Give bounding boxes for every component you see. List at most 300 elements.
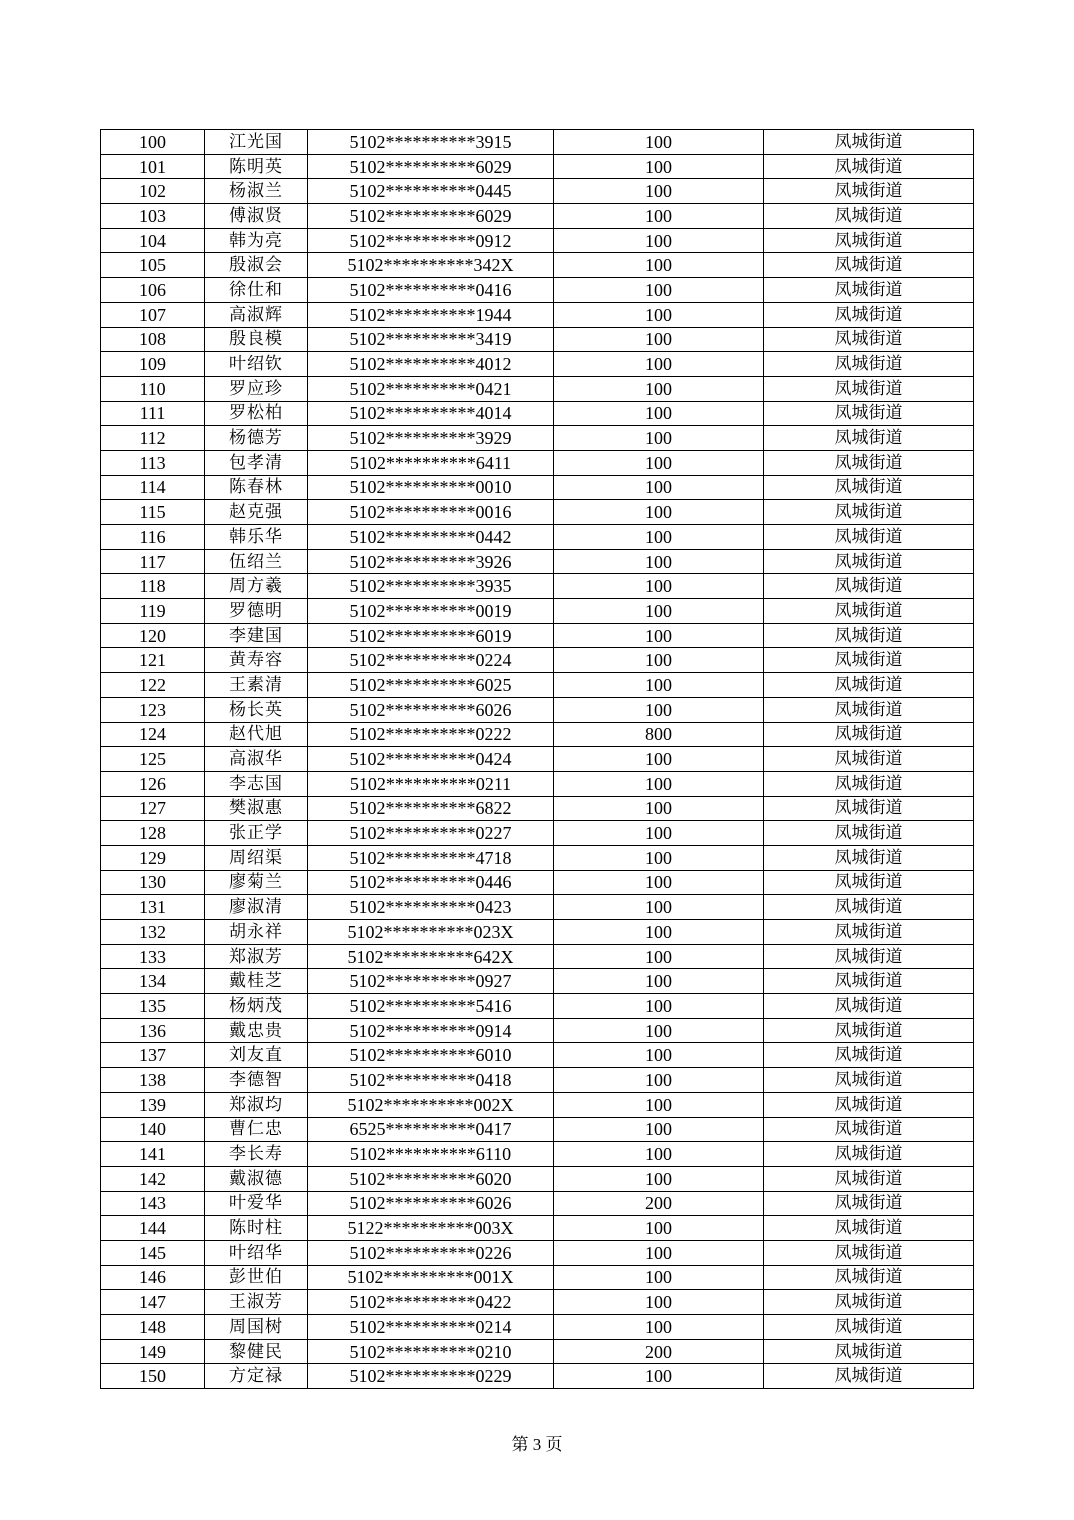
person-name-cell: 韩乐华: [205, 525, 308, 550]
serial-number-cell: 126: [101, 771, 205, 796]
table-row: [101, 1117, 974, 1142]
table-row: [101, 228, 974, 253]
table-row: [101, 1216, 974, 1241]
amount-cell: 100: [554, 1216, 764, 1241]
id-number-cell: 5102**********0010: [308, 475, 554, 500]
person-name-cell: 徐仕和: [205, 278, 308, 303]
table-row: [101, 1018, 974, 1043]
serial-number-cell: 122: [101, 673, 205, 698]
table-row: [101, 623, 974, 648]
street-cell: 凤城街道: [764, 722, 974, 747]
table-row: [101, 1191, 974, 1216]
person-name-cell: 陈春林: [205, 475, 308, 500]
street-cell: 凤城街道: [764, 253, 974, 278]
serial-number-cell: 107: [101, 302, 205, 327]
id-number-cell: 5102**********6026: [308, 1191, 554, 1216]
serial-number-cell: 112: [101, 426, 205, 451]
person-name-cell: 高淑辉: [205, 302, 308, 327]
person-name-cell: 杨炳茂: [205, 994, 308, 1019]
serial-number-cell: 123: [101, 697, 205, 722]
amount-cell: 100: [554, 204, 764, 229]
table-row: [101, 1142, 974, 1167]
id-number-cell: 6525**********0417: [308, 1117, 554, 1142]
street-cell: 凤城街道: [764, 352, 974, 377]
amount-cell: 200: [554, 1191, 764, 1216]
street-cell: 凤城街道: [764, 648, 974, 673]
id-number-cell: 5102**********0445: [308, 179, 554, 204]
amount-cell: 100: [554, 228, 764, 253]
person-name-cell: 罗松柏: [205, 401, 308, 426]
amount-cell: 100: [554, 179, 764, 204]
id-number-cell: 5102**********4012: [308, 352, 554, 377]
person-name-cell: 李建国: [205, 623, 308, 648]
id-number-cell: 5102**********0418: [308, 1068, 554, 1093]
street-cell: 凤城街道: [764, 1240, 974, 1265]
street-cell: 凤城街道: [764, 747, 974, 772]
table-row: [101, 771, 974, 796]
serial-number-cell: 149: [101, 1339, 205, 1364]
amount-cell: 100: [554, 450, 764, 475]
id-number-cell: 5102**********342X: [308, 253, 554, 278]
street-cell: 凤城街道: [764, 1018, 974, 1043]
id-number-cell: 5102**********0214: [308, 1315, 554, 1340]
table-row: [101, 1068, 974, 1093]
serial-number-cell: 134: [101, 969, 205, 994]
person-name-cell: 曹仁忠: [205, 1117, 308, 1142]
street-cell: 凤城街道: [764, 130, 974, 155]
amount-cell: 100: [554, 895, 764, 920]
amount-cell: 100: [554, 623, 764, 648]
amount-cell: 200: [554, 1339, 764, 1364]
table-row: [101, 278, 974, 303]
person-name-cell: 戴忠贵: [205, 1018, 308, 1043]
table-row: [101, 401, 974, 426]
serial-number-cell: 120: [101, 623, 205, 648]
table-row: [101, 821, 974, 846]
table-row: [101, 179, 974, 204]
id-number-cell: 5102**********3926: [308, 549, 554, 574]
amount-cell: 100: [554, 327, 764, 352]
table-row: [101, 1166, 974, 1191]
person-name-cell: 罗德明: [205, 599, 308, 624]
person-name-cell: 韩为亮: [205, 228, 308, 253]
street-cell: 凤城街道: [764, 500, 974, 525]
serial-number-cell: 129: [101, 845, 205, 870]
street-cell: 凤城街道: [764, 1166, 974, 1191]
person-name-cell: 黎健民: [205, 1339, 308, 1364]
amount-cell: 100: [554, 253, 764, 278]
table-row: [101, 1092, 974, 1117]
id-number-cell: 5102**********6029: [308, 204, 554, 229]
amount-cell: 100: [554, 500, 764, 525]
table-row: [101, 697, 974, 722]
person-name-cell: 罗应珍: [205, 376, 308, 401]
amount-cell: 100: [554, 1142, 764, 1167]
table-row: [101, 845, 974, 870]
serial-number-cell: 105: [101, 253, 205, 278]
person-name-cell: 高淑华: [205, 747, 308, 772]
amount-cell: 100: [554, 1043, 764, 1068]
serial-number-cell: 144: [101, 1216, 205, 1241]
id-number-cell: 5102**********0416: [308, 278, 554, 303]
amount-cell: 100: [554, 796, 764, 821]
street-cell: 凤城街道: [764, 302, 974, 327]
table-row: [101, 895, 974, 920]
table-row: [101, 302, 974, 327]
id-number-cell: 5102**********0914: [308, 1018, 554, 1043]
table-row: [101, 1290, 974, 1315]
id-number-cell: 5102**********3419: [308, 327, 554, 352]
amount-cell: 100: [554, 154, 764, 179]
table-row: [101, 500, 974, 525]
person-name-cell: 郑淑均: [205, 1092, 308, 1117]
id-number-cell: 5102**********6025: [308, 673, 554, 698]
person-name-cell: 戴淑德: [205, 1166, 308, 1191]
serial-number-cell: 137: [101, 1043, 205, 1068]
id-number-cell: 5102**********5416: [308, 994, 554, 1019]
street-cell: 凤城街道: [764, 426, 974, 451]
serial-number-cell: 106: [101, 278, 205, 303]
id-number-cell: 5102**********3915: [308, 130, 554, 155]
id-number-cell: 5102**********023X: [308, 920, 554, 945]
street-cell: 凤城街道: [764, 1290, 974, 1315]
table-row: [101, 1043, 974, 1068]
amount-cell: 100: [554, 1117, 764, 1142]
person-name-cell: 李德智: [205, 1068, 308, 1093]
amount-cell: 100: [554, 747, 764, 772]
id-number-cell: 5102**********001X: [308, 1265, 554, 1290]
table-row: [101, 1240, 974, 1265]
amount-cell: 100: [554, 1068, 764, 1093]
street-cell: 凤城街道: [764, 673, 974, 698]
amount-cell: 100: [554, 673, 764, 698]
street-cell: 凤城街道: [764, 179, 974, 204]
serial-number-cell: 133: [101, 944, 205, 969]
person-name-cell: 江光国: [205, 130, 308, 155]
street-cell: 凤城街道: [764, 771, 974, 796]
amount-cell: 100: [554, 278, 764, 303]
table-row: [101, 599, 974, 624]
serial-number-cell: 142: [101, 1166, 205, 1191]
table-row: [101, 1364, 974, 1389]
id-number-cell: 5102**********6019: [308, 623, 554, 648]
table-row: [101, 1265, 974, 1290]
serial-number-cell: 135: [101, 994, 205, 1019]
person-name-cell: 黄寿容: [205, 648, 308, 673]
serial-number-cell: 119: [101, 599, 205, 624]
person-name-cell: 陈时柱: [205, 1216, 308, 1241]
table-row: [101, 747, 974, 772]
serial-number-cell: 141: [101, 1142, 205, 1167]
amount-cell: 100: [554, 1240, 764, 1265]
id-number-cell: 5102**********0227: [308, 821, 554, 846]
street-cell: 凤城街道: [764, 204, 974, 229]
roster-table-body: [101, 130, 974, 1389]
amount-cell: 100: [554, 130, 764, 155]
id-number-cell: 5102**********4718: [308, 845, 554, 870]
table-row: [101, 722, 974, 747]
person-name-cell: 赵代旭: [205, 722, 308, 747]
street-cell: 凤城街道: [764, 1142, 974, 1167]
person-name-cell: 周方羲: [205, 574, 308, 599]
id-number-cell: 5102**********0446: [308, 870, 554, 895]
serial-number-cell: 101: [101, 154, 205, 179]
street-cell: 凤城街道: [764, 549, 974, 574]
street-cell: 凤城街道: [764, 475, 974, 500]
street-cell: 凤城街道: [764, 845, 974, 870]
id-number-cell: 5102**********6110: [308, 1142, 554, 1167]
person-name-cell: 杨德芳: [205, 426, 308, 451]
table-row: [101, 920, 974, 945]
person-name-cell: 张正学: [205, 821, 308, 846]
person-name-cell: 殷淑会: [205, 253, 308, 278]
person-name-cell: 刘友直: [205, 1043, 308, 1068]
street-cell: 凤城街道: [764, 1191, 974, 1216]
table-row: [101, 204, 974, 229]
id-number-cell: 5102**********6010: [308, 1043, 554, 1068]
table-row: [101, 1315, 974, 1340]
serial-number-cell: 121: [101, 648, 205, 673]
table-row: [101, 376, 974, 401]
serial-number-cell: 103: [101, 204, 205, 229]
person-name-cell: 陈明英: [205, 154, 308, 179]
person-name-cell: 赵克强: [205, 500, 308, 525]
person-name-cell: 廖菊兰: [205, 870, 308, 895]
table-row: [101, 154, 974, 179]
id-number-cell: 5102**********1944: [308, 302, 554, 327]
serial-number-cell: 136: [101, 1018, 205, 1043]
amount-cell: 100: [554, 1315, 764, 1340]
id-number-cell: 5102**********0423: [308, 895, 554, 920]
serial-number-cell: 125: [101, 747, 205, 772]
id-number-cell: 5102**********0424: [308, 747, 554, 772]
person-name-cell: 郑淑芳: [205, 944, 308, 969]
person-name-cell: 彭世伯: [205, 1265, 308, 1290]
id-number-cell: 5102**********002X: [308, 1092, 554, 1117]
id-number-cell: 5102**********0211: [308, 771, 554, 796]
id-number-cell: 5102**********0226: [308, 1240, 554, 1265]
serial-number-cell: 150: [101, 1364, 205, 1389]
table-row: [101, 870, 974, 895]
amount-cell: 100: [554, 599, 764, 624]
serial-number-cell: 124: [101, 722, 205, 747]
id-number-cell: 5102**********0210: [308, 1339, 554, 1364]
id-number-cell: 5102**********3929: [308, 426, 554, 451]
serial-number-cell: 138: [101, 1068, 205, 1093]
amount-cell: 100: [554, 302, 764, 327]
serial-number-cell: 104: [101, 228, 205, 253]
amount-cell: 100: [554, 376, 764, 401]
serial-number-cell: 132: [101, 920, 205, 945]
serial-number-cell: 114: [101, 475, 205, 500]
person-name-cell: 李长寿: [205, 1142, 308, 1167]
serial-number-cell: 146: [101, 1265, 205, 1290]
street-cell: 凤城街道: [764, 920, 974, 945]
amount-cell: 100: [554, 870, 764, 895]
amount-cell: 100: [554, 994, 764, 1019]
amount-cell: 100: [554, 944, 764, 969]
amount-cell: 100: [554, 1290, 764, 1315]
amount-cell: 100: [554, 821, 764, 846]
table-row: [101, 574, 974, 599]
serial-number-cell: 113: [101, 450, 205, 475]
person-name-cell: 殷良模: [205, 327, 308, 352]
person-name-cell: 戴桂芝: [205, 969, 308, 994]
amount-cell: 100: [554, 525, 764, 550]
street-cell: 凤城街道: [764, 1364, 974, 1389]
amount-cell: 100: [554, 845, 764, 870]
table-row: [101, 450, 974, 475]
street-cell: 凤城街道: [764, 376, 974, 401]
id-number-cell: 5102**********0422: [308, 1290, 554, 1315]
person-name-cell: 周绍渠: [205, 845, 308, 870]
id-number-cell: 5102**********0222: [308, 722, 554, 747]
street-cell: 凤城街道: [764, 1216, 974, 1241]
id-number-cell: 5102**********0442: [308, 525, 554, 550]
serial-number-cell: 110: [101, 376, 205, 401]
id-number-cell: 5102**********642X: [308, 944, 554, 969]
amount-cell: 100: [554, 1018, 764, 1043]
table-row: [101, 969, 974, 994]
amount-cell: 100: [554, 771, 764, 796]
street-cell: 凤城街道: [764, 574, 974, 599]
amount-cell: 100: [554, 475, 764, 500]
amount-cell: 800: [554, 722, 764, 747]
person-name-cell: 周国树: [205, 1315, 308, 1340]
serial-number-cell: 148: [101, 1315, 205, 1340]
table-row: [101, 525, 974, 550]
table-row: [101, 648, 974, 673]
street-cell: 凤城街道: [764, 697, 974, 722]
person-name-cell: 胡永祥: [205, 920, 308, 945]
id-number-cell: 5102**********6029: [308, 154, 554, 179]
street-cell: 凤城街道: [764, 1339, 974, 1364]
street-cell: 凤城街道: [764, 1043, 974, 1068]
amount-cell: 100: [554, 401, 764, 426]
amount-cell: 100: [554, 1092, 764, 1117]
street-cell: 凤城街道: [764, 450, 974, 475]
street-cell: 凤城街道: [764, 401, 974, 426]
street-cell: 凤城街道: [764, 969, 974, 994]
serial-number-cell: 140: [101, 1117, 205, 1142]
amount-cell: 100: [554, 352, 764, 377]
person-name-cell: 叶绍钦: [205, 352, 308, 377]
amount-cell: 100: [554, 648, 764, 673]
table-row: [101, 944, 974, 969]
serial-number-cell: 117: [101, 549, 205, 574]
table-row: [101, 796, 974, 821]
id-number-cell: 5102**********0229: [308, 1364, 554, 1389]
id-number-cell: 5102**********6822: [308, 796, 554, 821]
amount-cell: 100: [554, 697, 764, 722]
id-number-cell: 5102**********0016: [308, 500, 554, 525]
amount-cell: 100: [554, 574, 764, 599]
street-cell: 凤城街道: [764, 796, 974, 821]
street-cell: 凤城街道: [764, 623, 974, 648]
street-cell: 凤城街道: [764, 870, 974, 895]
street-cell: 凤城街道: [764, 895, 974, 920]
person-name-cell: 王素清: [205, 673, 308, 698]
street-cell: 凤城街道: [764, 599, 974, 624]
id-number-cell: 5102**********0421: [308, 376, 554, 401]
table-row: [101, 673, 974, 698]
person-name-cell: 樊淑惠: [205, 796, 308, 821]
amount-cell: 100: [554, 920, 764, 945]
person-name-cell: 方定禄: [205, 1364, 308, 1389]
person-name-cell: 包孝清: [205, 450, 308, 475]
id-number-cell: 5102**********0912: [308, 228, 554, 253]
table-row: [101, 994, 974, 1019]
person-name-cell: 李志国: [205, 771, 308, 796]
person-name-cell: 廖淑清: [205, 895, 308, 920]
serial-number-cell: 108: [101, 327, 205, 352]
street-cell: 凤城街道: [764, 994, 974, 1019]
page-number: 第 3 页: [511, 1435, 563, 1454]
id-number-cell: 5102**********3935: [308, 574, 554, 599]
id-number-cell: 5102**********6020: [308, 1166, 554, 1191]
id-number-cell: 5102**********4014: [308, 401, 554, 426]
table-row: [101, 253, 974, 278]
table-row: [101, 549, 974, 574]
serial-number-cell: 115: [101, 500, 205, 525]
table-row: [101, 352, 974, 377]
serial-number-cell: 130: [101, 870, 205, 895]
serial-number-cell: 109: [101, 352, 205, 377]
serial-number-cell: 131: [101, 895, 205, 920]
serial-number-cell: 111: [101, 401, 205, 426]
amount-cell: 100: [554, 549, 764, 574]
id-number-cell: 5122**********003X: [308, 1216, 554, 1241]
amount-cell: 100: [554, 1364, 764, 1389]
street-cell: 凤城街道: [764, 154, 974, 179]
serial-number-cell: 100: [101, 130, 205, 155]
amount-cell: 100: [554, 1166, 764, 1191]
street-cell: 凤城街道: [764, 228, 974, 253]
roster-table: [100, 129, 974, 1389]
table-row: [101, 327, 974, 352]
street-cell: 凤城街道: [764, 1068, 974, 1093]
person-name-cell: 伍绍兰: [205, 549, 308, 574]
street-cell: 凤城街道: [764, 327, 974, 352]
serial-number-cell: 143: [101, 1191, 205, 1216]
amount-cell: 100: [554, 969, 764, 994]
street-cell: 凤城街道: [764, 944, 974, 969]
amount-cell: 100: [554, 1265, 764, 1290]
street-cell: 凤城街道: [764, 1315, 974, 1340]
table-row: [101, 1339, 974, 1364]
serial-number-cell: 145: [101, 1240, 205, 1265]
serial-number-cell: 147: [101, 1290, 205, 1315]
table-row: [101, 426, 974, 451]
street-cell: 凤城街道: [764, 1092, 974, 1117]
serial-number-cell: 127: [101, 796, 205, 821]
serial-number-cell: 118: [101, 574, 205, 599]
serial-number-cell: 116: [101, 525, 205, 550]
street-cell: 凤城街道: [764, 1117, 974, 1142]
id-number-cell: 5102**********6411: [308, 450, 554, 475]
id-number-cell: 5102**********0019: [308, 599, 554, 624]
street-cell: 凤城街道: [764, 1265, 974, 1290]
person-name-cell: 叶绍华: [205, 1240, 308, 1265]
table-row: [101, 475, 974, 500]
amount-cell: 100: [554, 426, 764, 451]
serial-number-cell: 139: [101, 1092, 205, 1117]
id-number-cell: 5102**********0224: [308, 648, 554, 673]
person-name-cell: 傅淑贤: [205, 204, 308, 229]
serial-number-cell: 102: [101, 179, 205, 204]
person-name-cell: 杨淑兰: [205, 179, 308, 204]
id-number-cell: 5102**********6026: [308, 697, 554, 722]
